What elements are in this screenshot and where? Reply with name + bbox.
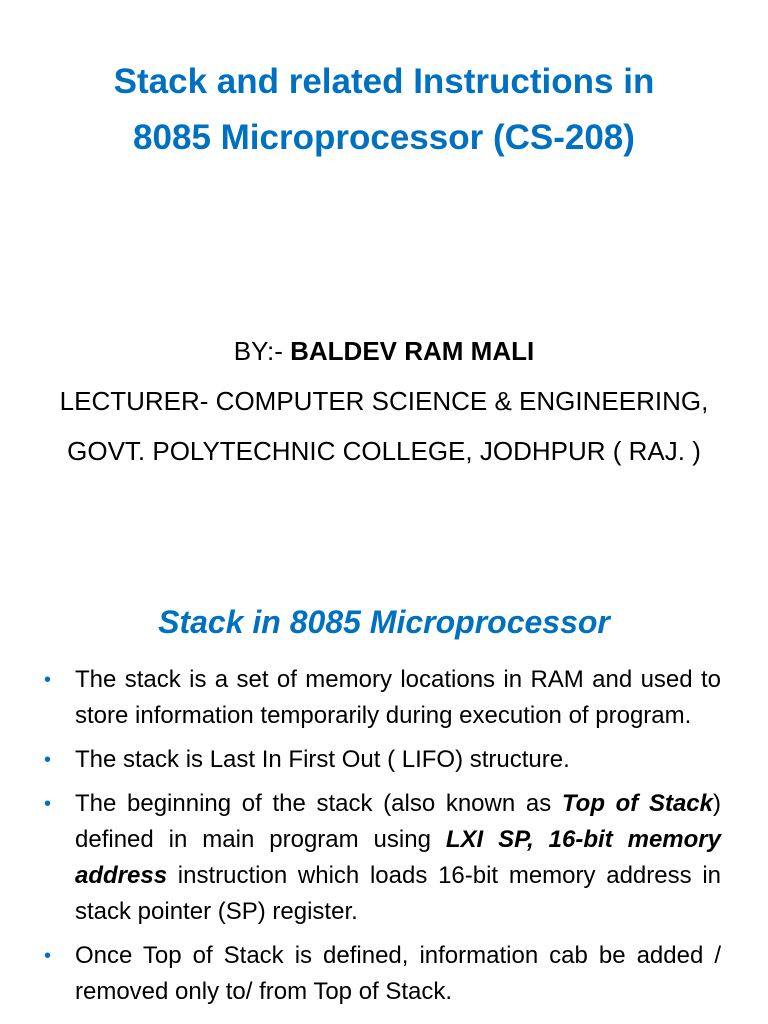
bullet-icon: • xyxy=(44,793,52,815)
author-name: BALDEV RAM MALI xyxy=(290,336,535,366)
bullet-text-part: ) defined in main program using xyxy=(75,790,721,853)
section-title: Stack in 8085 Microprocessor xyxy=(158,604,610,640)
bullet-item xyxy=(0,742,721,778)
bullet-emphasis: LXI SP, 16-bit memory address xyxy=(75,826,721,889)
slide-title xyxy=(0,54,768,166)
bullet-emphasis: Top of Stack xyxy=(561,790,713,817)
bullet-text: The stack is Last In First Out ( LIFO) structure. xyxy=(75,746,570,773)
title-line-2: 8085 Microprocessor (CS-208) xyxy=(133,118,635,157)
bullet-icon: • xyxy=(44,749,52,771)
author-block xyxy=(0,326,768,476)
author-institute: GOVT. POLYTECHNIC COLLEGE, JODHPUR ( RAJ. ) xyxy=(67,436,701,466)
by-prefix: BY:- xyxy=(233,336,291,366)
author-line xyxy=(0,326,768,376)
bullet-list xyxy=(0,662,768,1018)
bullet-item xyxy=(0,662,721,734)
bullet-text-part: instruction which loads 16-bit memory address in stack pointer (SP) register. xyxy=(75,862,721,925)
title-line-1: Stack and related Instructions in xyxy=(113,62,655,101)
bullet-text: The stack is a set of memory locations in RAM and used to store information temporarily during execution of program. xyxy=(75,666,721,729)
bullet-icon: • xyxy=(44,945,52,967)
bullet-icon: • xyxy=(44,669,52,691)
bullet-item xyxy=(0,938,721,1010)
bullet-item xyxy=(0,786,721,930)
author-designation: LECTURER- COMPUTER SCIENCE & ENGINEERING, xyxy=(59,386,709,416)
bullet-text: Once Top of Stack is defined, information cab be added / removed only to/ from Top of Stack. xyxy=(75,942,721,1005)
bullet-text-part: The beginning of the stack (also known as xyxy=(75,790,562,817)
